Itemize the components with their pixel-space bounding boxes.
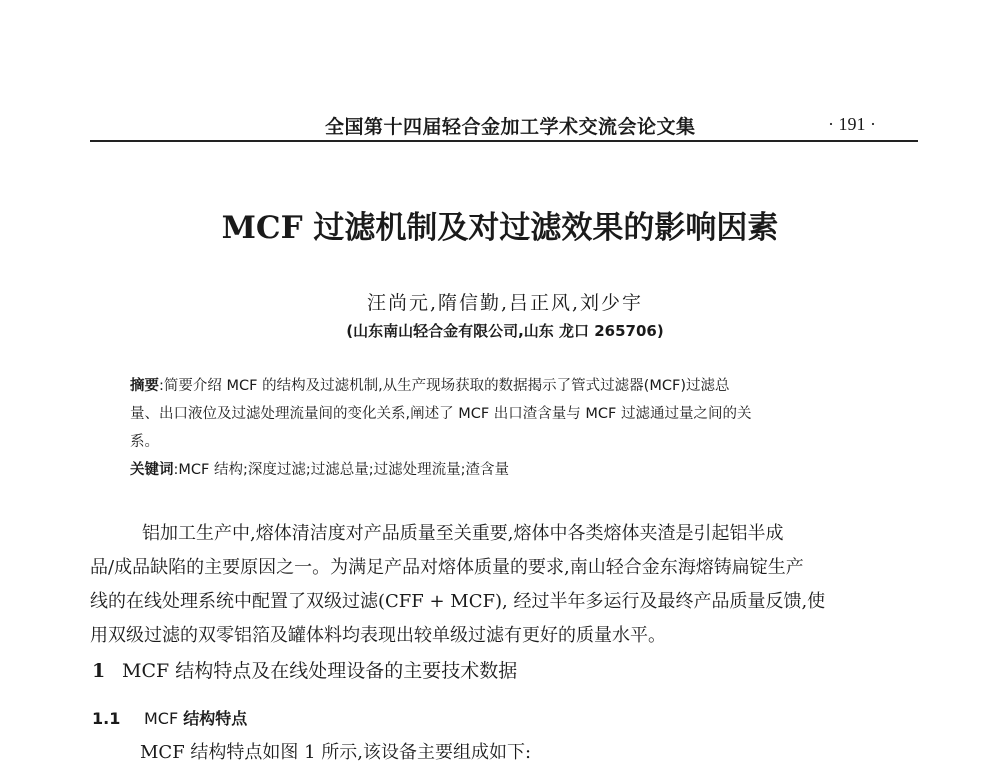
abstract-line-3: 系。 [130, 434, 159, 450]
running-header: 全国第十四届轻合金加工学术交流会论文集 [325, 116, 696, 138]
abstract-text-1: :简要介绍 MCF 的结构及过滤机制,从生产现场获取的数据揭示了管式过滤器(MCF)过滤总 [159, 378, 730, 394]
keywords-text: :MCF 结构;深度过滤;过滤总量;过滤处理流量;渣含量 [173, 462, 510, 478]
abstract [130, 372, 900, 456]
section-number: 1 [92, 660, 106, 682]
paper-title: MCF 过滤机制及对过滤效果的影响因素 [221, 210, 779, 246]
body-paragraph [90, 517, 920, 653]
subsection-number: 1.1 [92, 709, 121, 728]
section-heading-1 [92, 656, 517, 683]
paragraph-line-1: 铝加工生产中,熔体清洁度对产品质量至关重要,熔体中各类熔体夹渣是引起铝半成 [142, 523, 784, 544]
header-rule [90, 140, 918, 142]
paragraph-line-4: 用双级过滤的双零铝箔及罐体料均表现出较单级过滤有更好的质量水平。 [90, 625, 666, 646]
abstract-label: 摘要 [130, 378, 159, 394]
body-line: MCF 结构特点如图 1 所示,该设备主要组成如下: [140, 742, 532, 763]
paragraph-line-3: 线的在线处理系统中配置了双级过滤(CFF + MCF), 经过半年多运行及最终产品质量反馈,使 [90, 591, 826, 612]
keywords-label: 关键词 [130, 462, 174, 478]
subsection-title-bold: 结构特点 [183, 709, 248, 728]
affiliation: (山东南山轻合金有限公司,山东 龙口 265706) [346, 322, 664, 340]
keywords [130, 456, 509, 484]
subsection-title [144, 709, 247, 728]
authors: 汪尚元,隋信勤,吕正风,刘少宇 [366, 292, 644, 314]
abstract-line-2: 量、出口液位及过滤处理流量间的变化关系,阐述了 MCF 出口渣含量与 MCF 过滤通过量之间的关 [130, 406, 752, 422]
page-number: · 191 · [828, 114, 876, 134]
abstract-line-1 [130, 372, 900, 400]
paragraph-line-2: 品/成品缺陷的主要原因之一。为满足产品对熔体质量的要求,南山轻合金东海熔铸扁锭生产 [90, 557, 804, 578]
subsection-heading-1-1 [92, 706, 247, 729]
subsection-title-prefix: MCF [144, 709, 184, 728]
section-title: MCF 结构特点及在线处理设备的主要技术数据 [122, 660, 518, 682]
